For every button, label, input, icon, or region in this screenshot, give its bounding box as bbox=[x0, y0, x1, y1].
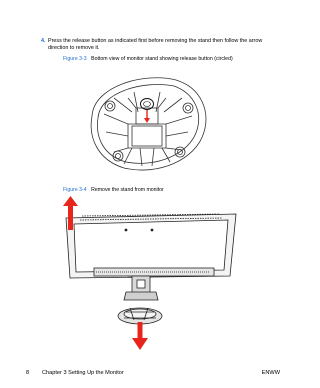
down-arrow-icon bbox=[132, 322, 148, 350]
stand-bottom-view-illustration bbox=[84, 68, 214, 180]
chapter-title: Chapter 3 Setting Up the Monitor bbox=[42, 370, 124, 376]
release-arrow-head bbox=[144, 118, 150, 123]
remove-stand-illustration bbox=[60, 194, 242, 354]
step-4 bbox=[41, 38, 268, 52]
page-number: 8 bbox=[26, 370, 30, 376]
figure-3-4-caption bbox=[63, 187, 164, 194]
figure-label: Figure 3-3 bbox=[63, 56, 87, 62]
step-text: Press the release button as indicated first before removing the stand then follow the arrow direction to remove it. bbox=[48, 38, 263, 52]
step-number: 4. bbox=[41, 38, 46, 44]
figure-caption-text: Bottom view of monitor stand showing release button (circled) bbox=[91, 56, 233, 62]
footer-brand: ENWW bbox=[261, 370, 280, 376]
figure-caption-text: Remove the stand from monitor bbox=[91, 187, 164, 193]
figure-label: Figure 3-4 bbox=[63, 187, 87, 193]
figure-3-3-caption bbox=[63, 56, 233, 63]
